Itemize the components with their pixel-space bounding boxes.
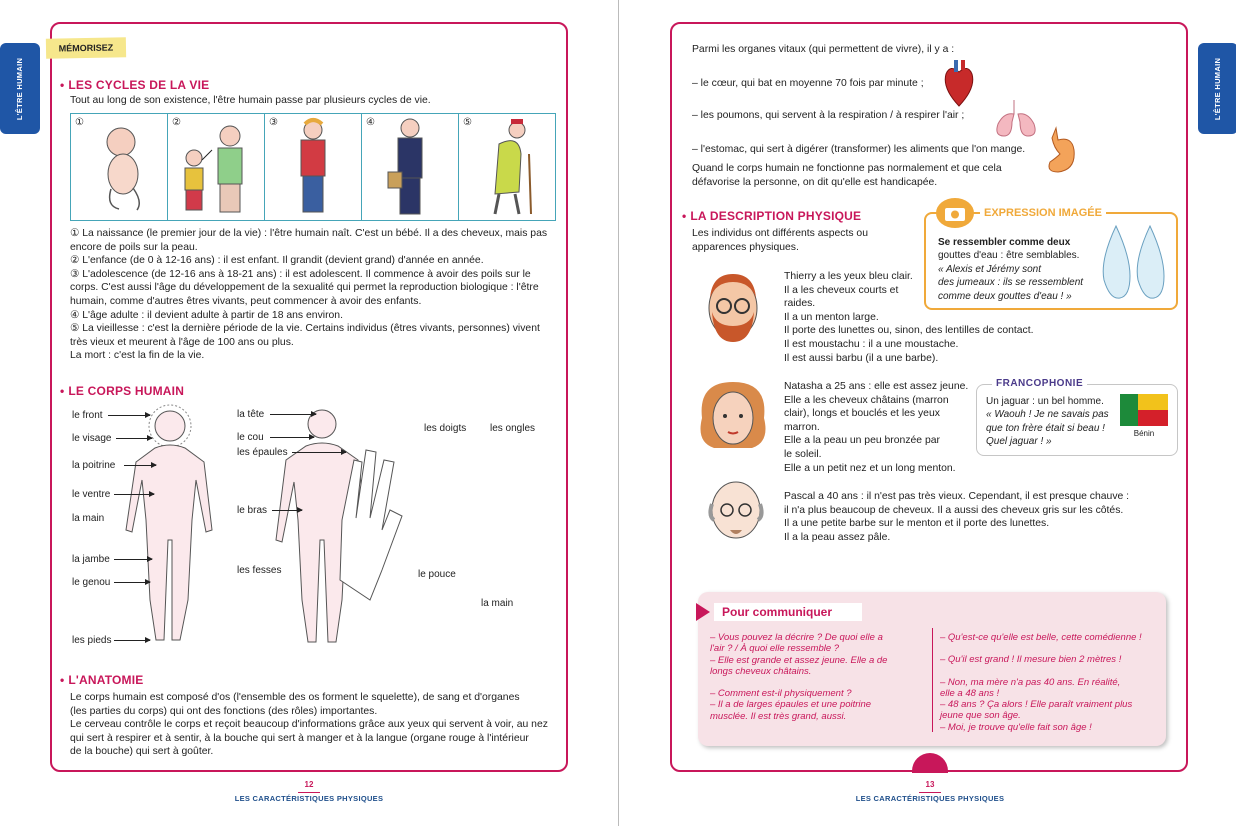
thierry-portrait [700, 268, 766, 346]
dialogue-line: – Elle est grande et assez jeune. Elle a de [710, 654, 888, 666]
arrow-belly [114, 494, 154, 495]
water-drops-icon [1096, 220, 1174, 304]
cycle-adult [362, 114, 459, 220]
communicate-arrow-icon [696, 603, 710, 621]
desc-line: Il a un menton large. [784, 311, 879, 323]
dialogue-line: – Non, ma mère n'a pas 40 ans. En réalité, [940, 676, 1121, 688]
expression-line: des jumeaux : ils se ressemblent [938, 277, 1084, 289]
adult-illustration [362, 114, 458, 220]
dialogue-line: musclée. Il est très grand, aussi. [710, 710, 847, 722]
expression-text [938, 236, 1098, 303]
communicate-right-column [940, 632, 1160, 733]
label-fingers: les doigts [424, 423, 467, 434]
organ-heart: – le cœur, qui bat en moyenne 70 fois par minute ; [692, 78, 924, 89]
franco-line: Un jaguar : un bel homme. [986, 396, 1104, 407]
anatomy-line: qui sert à respirer et à sentir, à la bouche qui sert à manger et à la langue (organe rouge à l'intérieur [70, 732, 529, 744]
dialogue-line: elle a 48 ans ! [940, 687, 1000, 699]
anatomy-line: Le corps humain est composé d'os (l'ensemble des os forment le squelette), de sang et d'organes [70, 692, 520, 703]
communicate-title: Pour communiquer [714, 603, 862, 621]
cycle-desc-old-age: ⑤ La vieillesse : c'est la dernière période de la vie. Certains individus (êtres vivants, personnes) vivent très vieux et meurent à l'âge de 100 ans ou plus. [70, 323, 540, 348]
desc-line: Elle a les cheveux châtains (marron [784, 394, 949, 406]
cycles-description [70, 227, 548, 363]
cycle-desc-birth: ① La naissance (le premier jour de la vie) : l'être humain naît. C'est un bébé. Il a des cheveux, mais pas encore de poils sur la peau. [70, 228, 548, 253]
label-hand-detail: la main [481, 598, 514, 609]
desc-line: Il est moustachu : il a une moustache. [784, 338, 959, 350]
cycle-number: ① [75, 117, 84, 128]
arrow-shoulders [292, 452, 346, 453]
cycle-number: ④ [366, 117, 375, 128]
label-shoulders: les épaules [237, 447, 288, 458]
camera-icon [936, 198, 974, 228]
desc-line: il n'a plus beaucoup de cheveux. Il a aussi des cheveux gris sur les côtés. [784, 504, 1124, 516]
label-buttocks: les fesses [237, 565, 282, 576]
chapter-tab-label: L'ÊTRE HUMAIN [15, 57, 25, 120]
cycle-number: ⑤ [463, 117, 472, 128]
label-nails: les ongles [490, 423, 536, 434]
arrow-feet [114, 640, 150, 641]
flag-country-label: Bénin [1133, 429, 1155, 438]
cycle-baby [71, 114, 168, 220]
dialogue-line: – Vous pouvez la décrire ? De quoi elle a [710, 632, 883, 643]
section-title-body: • LE CORPS HUMAIN [60, 384, 185, 398]
arrow-knee [114, 582, 150, 583]
dialogue-line: – Il a de larges épaules et une poitrine [710, 699, 872, 711]
desc-line: Il est aussi barbu (il a une barbe). [784, 352, 939, 364]
elderly-illustration [459, 114, 555, 220]
cycle-desc-death: La mort : c'est la fin de la vie. [70, 350, 205, 362]
label-knee: le genou [72, 577, 111, 588]
handicap-text: Quand le corps humain ne fonctionne pas normalement et que cela défavorise la personne, on dit qu'elle est handicapée. [692, 163, 1002, 188]
desc-line: Pascal a 40 ans : il n'est pas très vieux. Cependant, il est presque chauve : [784, 491, 1130, 502]
dialogue-line: – Qu'il est grand ! Il mesure bien 2 mètres ! [940, 654, 1122, 666]
desc-line: Natasha a 25 ans : elle est assez jeune. [784, 381, 969, 392]
footer-left: LES CARACTÉRISTIQUES PHYSIQUES [234, 794, 384, 803]
dialogue-spacer [940, 666, 1160, 677]
anatomy-line: de la bouche) qui sert à goûter. [70, 746, 214, 758]
cycle-desc-childhood: ② L'enfance (de 0 à 12-16 ans) : il est enfant. Il grandit (devient grand) d'année en année. [70, 255, 484, 267]
franco-line: que ton frère était si beau ! [986, 422, 1105, 434]
section-title-description: • LA DESCRIPTION PHYSIQUE [682, 209, 862, 223]
baby-illustration [71, 114, 167, 220]
page-number-left: 12 [289, 780, 329, 793]
dialogue-spacer [940, 643, 1160, 654]
label-thumb: le pouce [418, 569, 456, 580]
chapter-tab-left[interactable] [0, 43, 40, 134]
arrow-face [116, 438, 152, 439]
desc-line: Il a la peau assez pâle. [784, 531, 891, 543]
desc-line: raides. [784, 298, 816, 310]
cycles-intro: Tout au long de son existence, l'être humain passe par plusieurs cycles de vie. [70, 95, 431, 106]
natasha-portrait [692, 378, 774, 454]
page-divider [618, 0, 619, 826]
francophonie-text [986, 395, 1118, 449]
footer-right: LES CARACTÉRISTIQUES PHYSIQUES [855, 794, 1005, 803]
life-cycle-illustrations [70, 113, 556, 221]
expression-line: comme deux gouttes d'eau ! » [938, 290, 1072, 302]
franco-line: « Waouh ! Je ne savais pas [986, 409, 1109, 421]
camera-glyph [936, 198, 974, 228]
dialogue-line: l'air ? / À quoi elle ressemble ? [710, 643, 840, 655]
dialogue-line: – Comment est-il physiquement ? [710, 688, 852, 700]
child-illustration [168, 114, 264, 220]
dialogue-line: longs cheveux châtains. [710, 665, 812, 677]
anatomy-line: (les parties du corps) qui ont des fonctions (des rôles) importantes. [70, 705, 378, 717]
organs-intro: Parmi les organes vitaux (qui permettent de vivre), il y a : [692, 44, 955, 55]
arrow-head [270, 414, 316, 415]
arrow-leg [114, 559, 152, 560]
label-face: le visage [72, 433, 112, 444]
expression-line: gouttes d'eau : être semblables. [938, 250, 1080, 262]
franco-line: Quel jaguar ! » [986, 436, 1052, 448]
desc-line: Il porte des lunettes ou, sinon, des lentilles de contact. [784, 325, 1034, 337]
desc-line: Elle a la peau un peu bronzée par [784, 435, 940, 447]
label-arm: le bras [237, 505, 268, 516]
heart-icon [942, 58, 976, 110]
pascal-description [784, 490, 1164, 544]
chapter-tab-right[interactable] [1198, 43, 1236, 134]
expression-line: Se ressembler comme deux [938, 237, 1071, 248]
anatomy-line: Le cerveau contrôle le corps et reçoit beaucoup d'informations grâce aux yeux qui servent à voir, au nez [70, 719, 548, 731]
label-front: le front [72, 410, 103, 421]
label-hand: la main [72, 513, 105, 524]
desc-line: Il a une petite barbe sur le menton et il porte des lunettes. [784, 518, 1050, 530]
label-neck: le cou [237, 432, 264, 443]
section-title-anatomy: • L'ANATOMIE [60, 673, 144, 687]
cycle-desc-adult: ④ L'âge adulte : il devient adulte à partir de 18 ans environ. [70, 309, 343, 321]
chapter-tab-label: L'ÊTRE HUMAIN [1213, 57, 1223, 120]
dialogue-line: – 48 ans ? Ça alors ! Elle paraît vraiment plus [940, 699, 1133, 711]
label-feet: les pieds [72, 635, 112, 646]
description-intro: Les individus ont différents aspects ou apparences physiques. [692, 228, 868, 253]
dialogue-line: jeune que son âge. [940, 710, 1021, 722]
arrow-arm [272, 510, 302, 511]
desc-line: Il a les cheveux courts et [784, 284, 899, 296]
memo-sticker: MÉMORISEZ [46, 37, 126, 58]
label-head: la tête [237, 409, 265, 420]
organ-stomach: – l'estomac, qui sert à digérer (transformer) les aliments que l'on mange. [692, 144, 1026, 155]
expression-title: EXPRESSION IMAGÉE [980, 206, 1106, 221]
label-chest: la poitrine [72, 460, 116, 471]
francophonie-title: FRANCOPHONIE [992, 377, 1087, 390]
cycle-elderly [459, 114, 555, 220]
lungs-icon [990, 96, 1042, 140]
desc-line: Elle a un petit nez et un long menton. [784, 462, 956, 474]
cycle-teen [265, 114, 362, 220]
pascal-portrait [700, 476, 772, 542]
arrow-neck [270, 437, 314, 438]
organ-lungs: – les poumons, qui servent à la respiration / à respirer l'air ; [692, 110, 965, 121]
dialogue-line: – Moi, je trouve qu'elle fait son âge ! [940, 721, 1092, 733]
cycle-number: ③ [269, 117, 278, 128]
dialogue-spacer [710, 677, 926, 688]
communicate-left-column [710, 632, 926, 722]
desc-line: le soleil. [784, 448, 822, 460]
cycle-desc-adolescence: ③ L'adolescence (de 12-16 ans à 18-21 ans) : il est adolescent. Il commence à avoir des poils sur le corps. C'est aussi l'âge du développement de la sexualité qui permet la reproduction biologique : l'être humain, comme d'autres êtres vivants, peut commencer à avoir des enfants. [70, 268, 539, 307]
teen-illustration [265, 114, 361, 220]
benin-flag-icon [1120, 394, 1168, 426]
desc-line: marron. [784, 421, 820, 433]
cycle-number: ② [172, 117, 181, 128]
desc-line: Thierry a les yeux bleu clair. [784, 271, 913, 282]
dialogue-line: – Qu'est-ce qu'elle est belle, cette comédienne ! [940, 632, 1142, 643]
stomach-icon [1042, 126, 1082, 178]
label-belly: le ventre [72, 489, 111, 500]
arrow-chest [124, 465, 156, 466]
page-number-right: 13 [910, 780, 950, 793]
anatomy-text [70, 691, 550, 759]
cycle-child [168, 114, 265, 220]
section-title-cycles: • LES CYCLES DE LA VIE [60, 78, 210, 92]
natasha-description [784, 380, 974, 475]
communicate-divider [932, 628, 933, 732]
arrow-front [108, 415, 150, 416]
desc-line: clair), longs et bouclés et les yeux [784, 408, 940, 420]
expression-line: « Alexis et Jérémy sont [938, 263, 1042, 275]
label-leg: la jambe [72, 554, 110, 565]
